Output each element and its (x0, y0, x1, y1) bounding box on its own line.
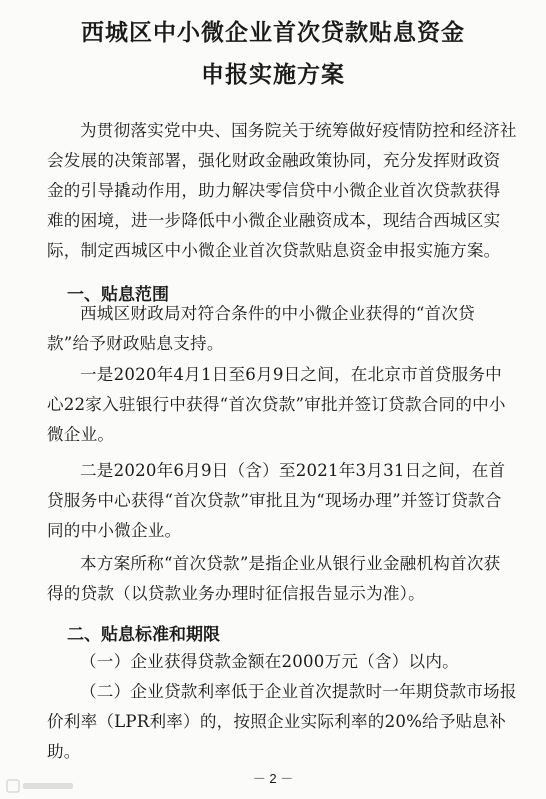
section1-paragraph-1: 西城区财政局对符合条件的中小微企业获得的“首次贷款”给予财政贴息支持。 (47, 304, 475, 353)
section1-paragraph-3: 二是2020年6月9日（含）至2021年3月31日之间，在首贷服务中心获得“首次贷款”审批且为“现场办理”并签订贷款合同的中小微企业。 (47, 461, 506, 540)
document-title-line1: 西城区中小微企业首次贷款贴息资金 (81, 20, 465, 46)
watermark-logo-icon (6, 778, 76, 794)
section1-paragraph-4: 本方案所称“首次贷款”是指企业从银行业金融机构首次获得的贷款（以贷款业务办理时征信报告显示为准）。 (47, 554, 501, 603)
section2-paragraph-1: （一）企业获得贷款金额在2000万元（含）以内。 (80, 652, 459, 671)
document-title-line2: 申报实施方案 (201, 62, 345, 88)
section2-heading: 二、贴息标准和期限 (67, 625, 220, 645)
section2-paragraph-2: （二）企业贷款利率低于企业首次提款时一年期贷款市场报价利率（LPR利率）的，按照企业实际利率的20%给予贴息补助。 (47, 682, 517, 761)
section1-heading: 一、贴息范围 (67, 285, 169, 305)
section1-paragraph-2: 一是2020年4月1日至6月9日之间，在北京市首贷服务中心22家入驻银行中获得“首次贷款”审批并签订贷款合同的中小微企业。 (47, 365, 506, 444)
page-number: － 2 － (252, 771, 294, 786)
intro-paragraph: 为贯彻落实党中央、国务院关于统筹做好疫情防控和经济社会发展的决策部署，强化财政金融政策协同，充分发挥财政资金的引导撬动作用，助力解决零信贷中小微企业首次贷款获得难的困境，进一步降低中小微企业融资成本，现结合西城区实际，制定西城区中小微企业首次贷款贴息资金申报实施方案。 (47, 121, 517, 260)
